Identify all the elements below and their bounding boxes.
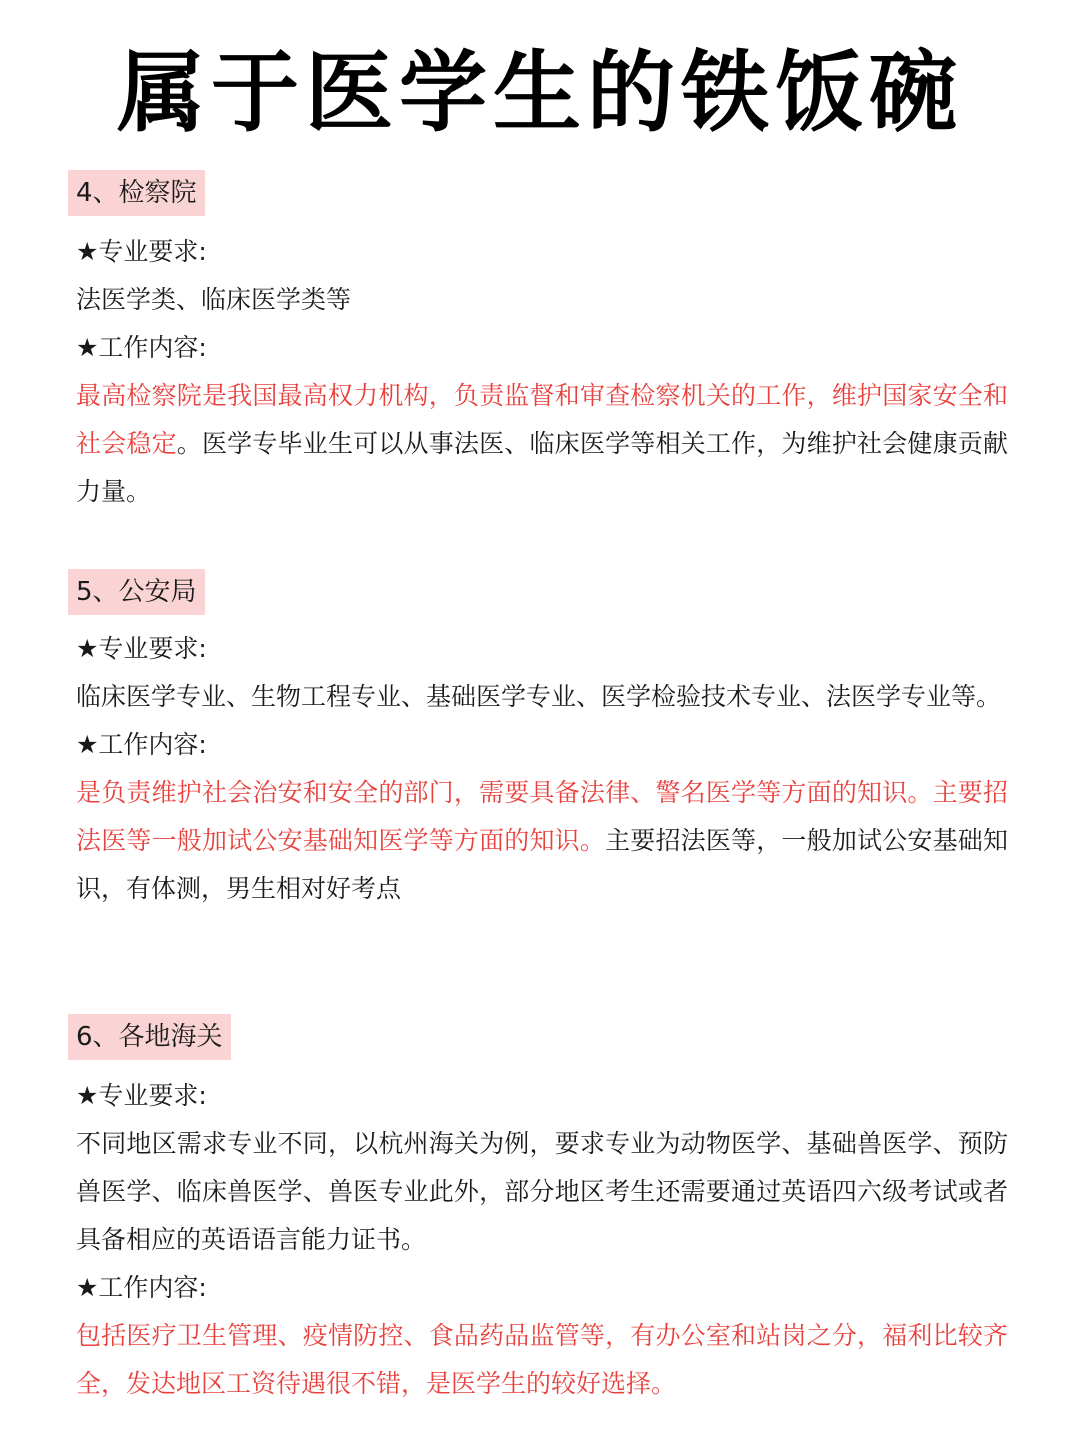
- requirement-label: ★专业要求:: [76, 634, 207, 663]
- work-text: [68, 372, 1008, 516]
- star-icon: ★: [76, 1081, 99, 1110]
- work-label: ★工作内容:: [76, 333, 207, 362]
- work-plain: 主要招法医等，一般加试公安基础知识，有体测，男生相对好考点: [76, 826, 1008, 903]
- requirement-label: ★专业要求:: [76, 237, 207, 266]
- work-text: [68, 1312, 1008, 1408]
- requirement-text: 不同地区需求专业不同，以杭州海关为例，要求专业为动物医学、基础兽医学、预防兽医学、临床兽医学、兽医专业此外，部分地区考生还需要通过英语四六级考试或者具备相应的英语语言能力证书。: [76, 1129, 1008, 1254]
- requirement-text: 临床医学专业、生物工程专业、基础医学专业、医学检验技术专业、法医学专业等。: [76, 682, 1002, 711]
- section-heading: 5、公安局: [68, 569, 205, 615]
- work-highlight: 包括医疗卫生管理、疫情防控、食品药品监管等，有办公室和站岗之分，福利比较齐全，发达地区工资待遇很不错，是医学生的较好选择。: [76, 1321, 1008, 1398]
- work-plain: 。医学专毕业生可以从事法医、临床医学等相关工作，为维护社会健康贡献力量。: [76, 429, 1008, 506]
- work-highlight: 是负责维护社会治安和安全的部门，需要具备法律、警名医学等方面的知识。主要招法医等一般加试公安基础知医学等方面的知识。: [76, 778, 1008, 855]
- section-customs: [68, 1014, 1008, 1408]
- star-icon: ★: [76, 730, 99, 759]
- work-label: ★工作内容:: [76, 1273, 207, 1302]
- star-icon: ★: [76, 237, 99, 266]
- page-title: 属于医学生的铁饭碗: [116, 41, 963, 144]
- section-heading: 6、各地海关: [68, 1014, 231, 1060]
- section-procuratorate: [68, 170, 1008, 516]
- star-icon: ★: [76, 1273, 99, 1302]
- section-heading: 4、检察院: [68, 170, 205, 216]
- work-text: [68, 769, 1008, 913]
- work-label: ★工作内容:: [76, 730, 207, 759]
- requirement-label: ★专业要求:: [76, 1081, 207, 1110]
- section-police: [68, 569, 1008, 913]
- star-icon: ★: [76, 333, 99, 362]
- star-icon: ★: [76, 634, 99, 663]
- requirement-text: 法医学类、临床医学类等: [76, 285, 352, 314]
- work-highlight: 最高检察院是我国最高权力机构，负责监督和审查检察机关的工作，维护国家安全和社会稳定: [76, 381, 1008, 458]
